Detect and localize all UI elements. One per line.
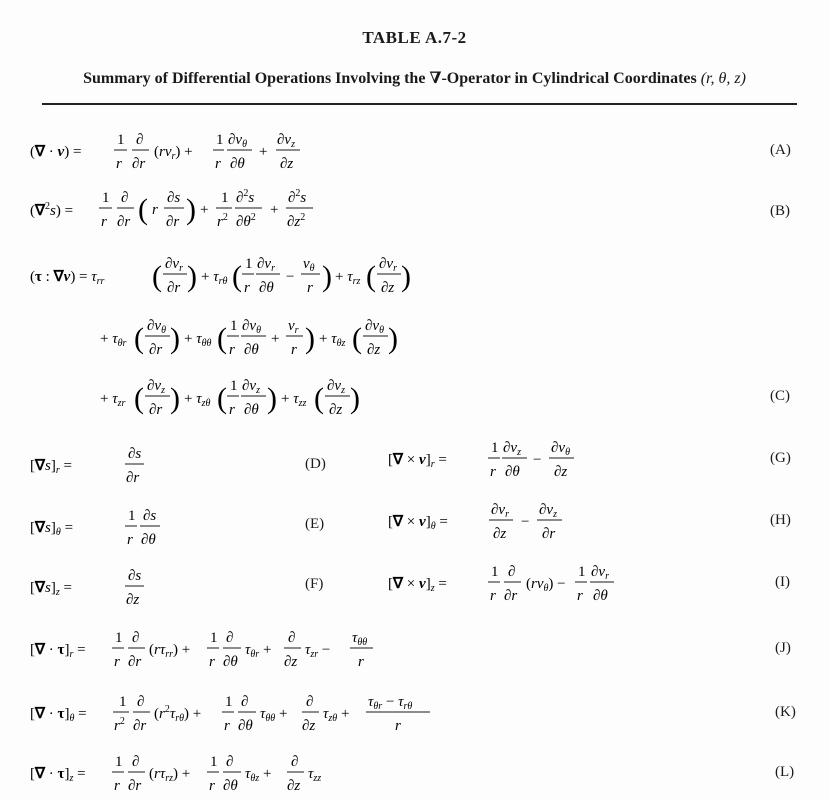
svg-text:): ) — [305, 322, 315, 355]
svg-text:1: 1 — [117, 132, 125, 148]
svg-text:1: 1 — [230, 378, 238, 394]
svg-text:r2: $r^2$ — [114, 716, 125, 734]
svg-text:[∇ × v]r =: [∇ × $v]_r$ = — [388, 452, 447, 470]
svg-text:∂r: ∂r — [504, 588, 518, 604]
svg-text:1: 1 — [578, 564, 586, 580]
svg-text:r: r — [127, 532, 133, 548]
svg-text:∂: ∂ — [288, 630, 296, 646]
svg-text:∂s: ∂s — [128, 446, 142, 462]
svg-text:1: 1 — [491, 564, 499, 580]
svg-text:∂s: ∂s — [167, 190, 181, 206]
caption-coords: (r, θ, z) — [700, 70, 746, 87]
svg-text:∂z: ∂z — [381, 280, 395, 296]
svg-text:τzz: $\tau_{zz}$ — [308, 766, 322, 784]
svg-text:1: 1 — [128, 508, 136, 524]
svg-text:∂vr: $\partial v_r$ — [591, 564, 609, 582]
svg-text:∂vz: $\partial v_z$ — [327, 378, 345, 396]
svg-text:r: r — [395, 718, 401, 734]
svg-text:(: ( — [217, 322, 227, 355]
equation-g — [388, 434, 588, 484]
svg-text:∂r: ∂r — [542, 526, 556, 542]
svg-text:∂vθ: $\partial v_\theta$ — [147, 318, 167, 336]
svg-text:∂r: ∂r — [117, 214, 131, 230]
svg-text:∂vr: $\partial v_r$ — [379, 256, 397, 274]
svg-text:τzθ +: $\tau_{z\theta}$ + — [323, 706, 350, 724]
svg-text:+: + — [270, 202, 279, 218]
svg-text:∂θ: ∂θ — [223, 654, 238, 670]
svg-text:(∇2s) =: (∇$^2$s) = — [30, 201, 74, 219]
svg-text:∂r: ∂r — [149, 342, 163, 358]
svg-text:+: + — [271, 331, 280, 347]
svg-text:+: + — [259, 144, 268, 160]
svg-text:∂2s: ∂$^2$s — [288, 188, 307, 206]
svg-text:(: ( — [134, 382, 144, 415]
svg-text:1: 1 — [216, 132, 224, 148]
svg-text:): ) — [187, 260, 197, 293]
svg-text:(: ( — [366, 260, 376, 293]
svg-text:∂θ: ∂θ — [505, 464, 520, 480]
svg-text:∂z2: $\partial z^2$ — [287, 212, 306, 230]
svg-text:∂vr: $\partial v_r$ — [491, 502, 509, 520]
svg-text:∂: ∂ — [136, 132, 144, 148]
svg-text:∂z: ∂z — [280, 156, 294, 172]
svg-text:[∇ × v]θ =: [∇ × $v]_\theta$ = — [388, 514, 448, 532]
svg-text:[∇s]θ =: $[\nabla s]_\theta$ = — [30, 520, 74, 538]
svg-text:(∇ · v) =: (∇ · v) = — [30, 144, 82, 160]
equation-l — [30, 748, 370, 798]
svg-text:1: 1 — [115, 754, 123, 770]
svg-text:r: r — [114, 778, 120, 794]
svg-text:[∇ × v]z =: [∇ × $v]_z$ = — [388, 576, 447, 594]
label-i: (I) — [775, 574, 790, 590]
svg-text:∂: ∂ — [241, 694, 249, 710]
svg-text:+: + — [200, 202, 209, 218]
label-l: (L) — [775, 764, 795, 780]
svg-text:[∇s]z =: $[\nabla s]_z$ = — [30, 580, 73, 598]
equation-c-line-1 — [30, 250, 430, 304]
svg-text:r: r — [577, 588, 583, 604]
label-b: (B) — [770, 203, 790, 219]
svg-text:∂: ∂ — [508, 564, 516, 580]
svg-text:τθθ: $\tau_{\theta\theta}$ — [352, 630, 368, 648]
svg-text:r: r — [229, 342, 235, 358]
svg-text:+ τθz: + $\tau_{\theta z}$ — [319, 331, 346, 349]
caption-text: Summary of Differential Operations Involving the ∇-Operator in Cylindrical Coordinates — [83, 70, 697, 87]
svg-text:1: 1 — [230, 318, 238, 334]
svg-text:∂z: ∂z — [367, 342, 381, 358]
label-h: (H) — [770, 512, 791, 528]
svg-text:τθz +: $\tau_{\theta z}$ + — [245, 766, 272, 784]
svg-text:−: − — [521, 514, 530, 530]
svg-text:∂s: ∂s — [128, 568, 142, 584]
svg-text:(rτrz) +: $(r\tau_{rz})$ + — [149, 766, 191, 784]
svg-text:(rτrr) +: $(r\tau_{rr})$ + — [149, 642, 191, 660]
svg-text:τzr −: $\tau_{zr}$ − — [305, 642, 331, 660]
svg-text:∂: ∂ — [121, 190, 129, 206]
svg-text:[∇ · τ]z =: [∇ · $\tau]_z$ = — [30, 766, 86, 784]
svg-text:∂: ∂ — [226, 630, 234, 646]
svg-text:+ τzz: + $\tau_{zz}$ — [281, 391, 307, 409]
equation-h — [388, 496, 588, 546]
equation-f — [30, 562, 170, 612]
svg-text:r: r — [116, 156, 122, 172]
header-rule — [42, 103, 797, 105]
svg-text:∂vθ: $\partial v_\theta$ — [365, 318, 385, 336]
label-g: (G) — [770, 450, 791, 466]
svg-text:r: r — [490, 588, 496, 604]
svg-text:∂vz: $\partial v_z$ — [277, 132, 295, 150]
svg-text:r: r — [152, 202, 158, 218]
svg-text:∂vθ: $\partial v_\theta$ — [551, 440, 571, 458]
svg-text:1: 1 — [245, 256, 253, 272]
svg-text:1: 1 — [115, 630, 123, 646]
svg-text:1: 1 — [102, 190, 110, 206]
svg-text:1: 1 — [221, 190, 229, 206]
svg-text:r: r — [224, 718, 230, 734]
svg-text:(rvr) +: $(rv_r)$ + — [154, 144, 193, 162]
svg-text:τθθ +: $\tau_{\theta\theta}$ + — [260, 706, 288, 724]
svg-text:1: 1 — [119, 694, 127, 710]
svg-text:∂vz: $\partial v_z$ — [539, 502, 557, 520]
svg-text:r: r — [209, 778, 215, 794]
svg-text:∂: ∂ — [306, 694, 314, 710]
svg-text:vθ: $v_\theta$ — [303, 256, 315, 274]
svg-text:): ) — [267, 382, 277, 415]
equation-k — [30, 688, 450, 738]
svg-text:−: − — [533, 452, 542, 468]
svg-text:): ) — [388, 322, 398, 355]
svg-text:∂θ: ∂θ — [223, 778, 238, 794]
svg-text:∂r: ∂r — [166, 214, 180, 230]
svg-text:∂vθ: $\partial v_\theta$ — [242, 318, 262, 336]
equation-c-line-3 — [100, 372, 400, 426]
svg-text:∂θ: ∂θ — [593, 588, 608, 604]
svg-text:∂r: ∂r — [167, 280, 181, 296]
svg-text:): ) — [186, 193, 196, 226]
label-c: (C) — [770, 388, 790, 404]
svg-text:): ) — [322, 260, 332, 293]
label-f: (F) — [305, 576, 324, 592]
svg-text:r: r — [307, 280, 313, 296]
svg-text:(: ( — [232, 260, 242, 293]
svg-text:∂θ: ∂θ — [141, 532, 156, 548]
svg-text:∂vr: $\partial v_r$ — [165, 256, 183, 274]
svg-text:(: ( — [352, 322, 362, 355]
svg-text:∂θ: ∂θ — [244, 402, 259, 418]
table-label: TABLE A.7-2 — [362, 28, 467, 47]
svg-text:1: 1 — [225, 694, 233, 710]
svg-text:∂r: ∂r — [149, 402, 163, 418]
svg-text:∂: ∂ — [291, 754, 299, 770]
svg-text:∂vθ: $\partial v_\theta$ — [228, 132, 248, 150]
equation-i — [388, 558, 628, 608]
svg-text:1: 1 — [210, 754, 218, 770]
svg-text:+ τzθ: + $\tau_{z\theta}$ — [184, 391, 211, 409]
label-a: (A) — [770, 142, 791, 158]
svg-text:r: r — [244, 280, 250, 296]
svg-text:∂θ2: $\partial\theta^2$ — [236, 212, 256, 230]
svg-text:): ) — [350, 382, 360, 415]
svg-text:∂r: ∂r — [132, 156, 146, 172]
svg-text:∂θ: ∂θ — [230, 156, 245, 172]
svg-text:r: r — [490, 464, 496, 480]
svg-text:r: r — [215, 156, 221, 172]
svg-text:τθr − τrθ: $\tau_{\theta r} - \tau_{r\theta}$ — [368, 694, 413, 712]
svg-text:+ τrz: + $\tau_{rz}$ — [335, 269, 361, 287]
svg-text:r: r — [358, 654, 364, 670]
svg-text:): ) — [401, 260, 411, 293]
svg-text:): ) — [170, 322, 180, 355]
svg-text:∂r: ∂r — [126, 470, 140, 486]
svg-text:+ τθr: + $\tau_{\theta r}$ — [100, 331, 127, 349]
svg-text:∂z: ∂z — [329, 402, 343, 418]
svg-text:r: r — [101, 214, 107, 230]
svg-text:∂z: ∂z — [126, 592, 140, 608]
equation-b — [30, 184, 330, 236]
svg-text:(: ( — [217, 382, 227, 415]
svg-text:(: ( — [314, 382, 324, 415]
svg-text:+ τzr: + $\tau_{zr}$ — [100, 391, 126, 409]
svg-text:∂θ: ∂θ — [259, 280, 274, 296]
equation-c-line-2 — [100, 312, 440, 366]
equation-j — [30, 624, 410, 674]
svg-text:(: ( — [134, 322, 144, 355]
svg-text:∂r: ∂r — [128, 778, 142, 794]
svg-text:+ τrθ: + $\tau_{r\theta}$ — [201, 269, 228, 287]
svg-text:∂z: ∂z — [493, 526, 507, 542]
svg-text:τθr +: $\tau_{\theta r}$ + — [245, 642, 272, 660]
svg-text:r: r — [114, 654, 120, 670]
svg-text:∂: ∂ — [226, 754, 234, 770]
svg-text:∂z: ∂z — [287, 778, 301, 794]
svg-text:∂r: ∂r — [128, 654, 142, 670]
svg-text:∂: ∂ — [137, 694, 145, 710]
svg-text:1: 1 — [491, 440, 499, 456]
svg-text:[∇ · τ]r =: [∇ · $\tau]_r$ = — [30, 642, 86, 660]
svg-text:r2: $r^2$ — [217, 212, 228, 230]
svg-text:∂: ∂ — [132, 754, 140, 770]
svg-text:r: r — [291, 342, 297, 358]
svg-text:∂z: ∂z — [302, 718, 316, 734]
svg-text:∂s: ∂s — [143, 508, 157, 524]
svg-text:−: − — [286, 269, 295, 285]
svg-text:∂: ∂ — [132, 630, 140, 646]
svg-text:(: ( — [152, 260, 162, 293]
svg-text:(: ( — [138, 193, 148, 226]
svg-text:∂r: ∂r — [133, 718, 147, 734]
label-d: (D) — [305, 456, 326, 472]
label-e: (E) — [305, 516, 325, 532]
svg-text:+ τθθ: + $\tau_{\theta\theta}$ — [184, 331, 212, 349]
equation-a — [30, 126, 330, 174]
svg-text:r: r — [209, 654, 215, 670]
equation-d — [30, 440, 170, 490]
svg-text:): ) — [170, 382, 180, 415]
svg-text:[∇s]r =: $[\nabla s]_r$ = — [30, 458, 73, 476]
svg-text:r: r — [229, 402, 235, 418]
equation-e — [30, 502, 190, 552]
svg-text:(r2τrθ) +: $(r^2\tau_{r\theta})$ + — [154, 704, 202, 724]
svg-text:∂vz: $\partial v_z$ — [147, 378, 165, 396]
table-caption — [0, 68, 829, 88]
svg-text:(rvθ) −: $(rv_\theta)$ − — [526, 576, 566, 594]
svg-text:∂2s: ∂$^2$s — [236, 188, 255, 206]
svg-text:∂z: ∂z — [284, 654, 298, 670]
svg-text:(τ : ∇v) = τrr: (τ : $\nabla v) = \tau_{rr}$ — [30, 269, 105, 287]
svg-text:[∇ · τ]θ =: [∇ · $\tau]_\theta$ = — [30, 706, 87, 724]
svg-text:∂vz: $\partial v_z$ — [503, 440, 521, 458]
svg-text:∂vr: $\partial v_r$ — [257, 256, 275, 274]
svg-text:1: 1 — [210, 630, 218, 646]
svg-text:∂θ: ∂θ — [244, 342, 259, 358]
svg-text:∂θ: ∂θ — [238, 718, 253, 734]
label-k: (K) — [775, 704, 796, 720]
svg-text:vr: $v_r$ — [288, 318, 299, 336]
label-j: (J) — [775, 640, 791, 656]
svg-text:∂z: ∂z — [554, 464, 568, 480]
svg-text:∂vz: $\partial v_z$ — [242, 378, 260, 396]
